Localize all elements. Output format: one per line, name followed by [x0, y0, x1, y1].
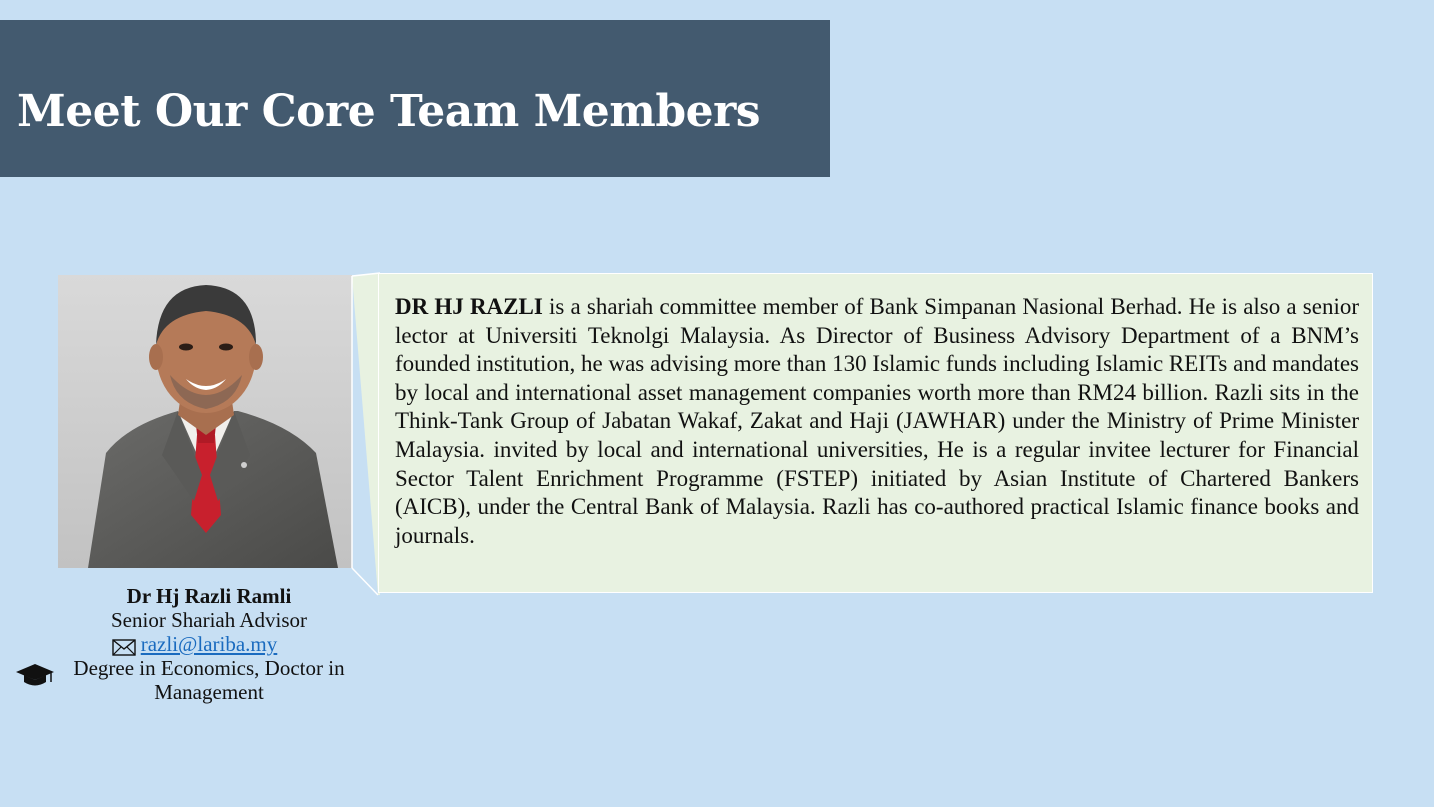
- bio-paragraph: [395, 293, 1359, 550]
- bio-box: [378, 273, 1373, 593]
- page-title: Meet Our Core Team Members: [17, 86, 761, 137]
- member-photo: [58, 275, 352, 568]
- email-link[interactable]: razli@lariba.my: [140, 632, 278, 656]
- member-name: Dr Hj Razli Ramli: [126, 584, 292, 608]
- member-role: Senior Shariah Advisor: [111, 608, 307, 632]
- envelope-icon: [112, 639, 136, 656]
- bio-name: DR HJ RAZLI: [395, 294, 543, 319]
- bio-body: is a shariah committee member of Bank Simpanan Nasional Berhad. He is also a senior lector at Universiti Teknolgi Malaysia. As Director of Business Advisory Department of a BNM’s founded institution, he was advising more than 130 Islamic funds including Islamic REITs and mandates by local and international asset management companies worth more than RM24 billion. Razli sits in the Think-Tank Group of Jabatan Wakaf, Zakat and Haji (JAWHAR) under the Ministry of Prime Minister Malaysia. invited by local and international universities, He is a regular invitee lecturer for Financial Sector Talent Enrichment Programme (FSTEP) initiated by Asian Institute of Chartered Bankers (AICB), under the Central Bank of Malaysia. Razli has co-authored practical Islamic finance books and journals.: [395, 294, 1359, 548]
- member-degree: Degree in Economics, Doctor in Management: [73, 656, 345, 704]
- member-caption: [58, 584, 360, 704]
- email-row: [58, 632, 360, 656]
- graduation-cap-icon: [15, 662, 55, 688]
